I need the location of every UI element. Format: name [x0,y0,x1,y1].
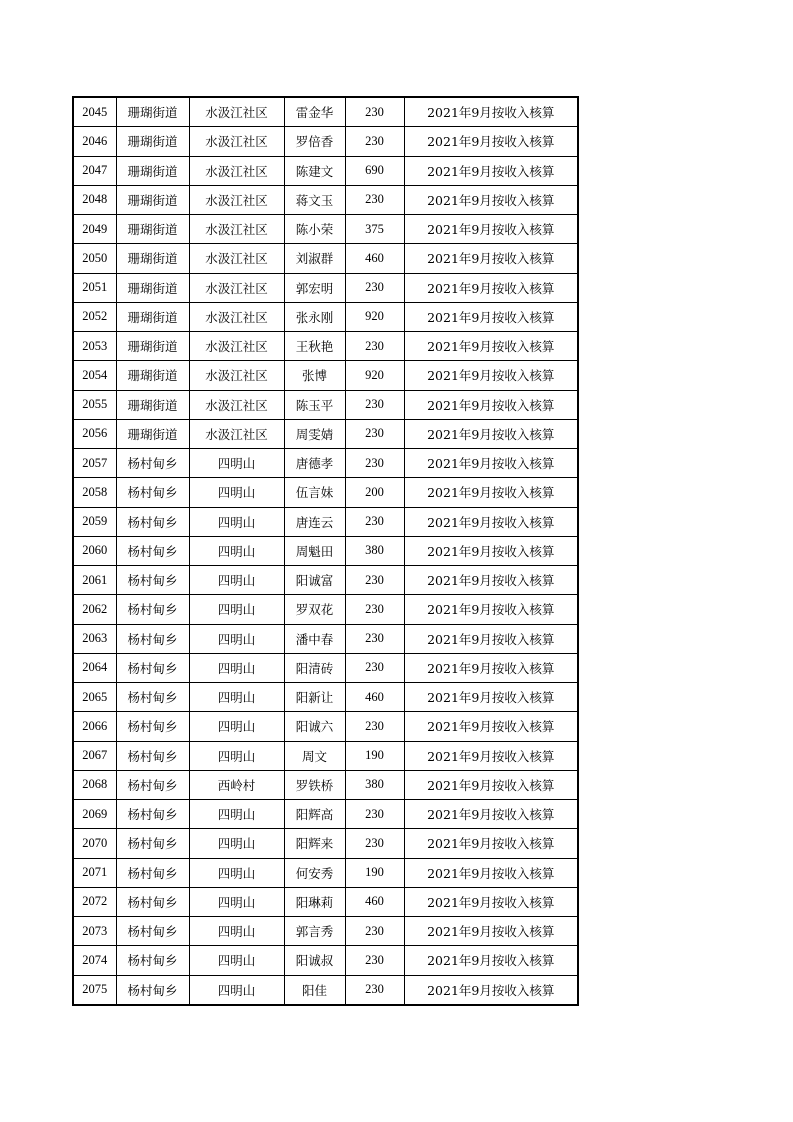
row-number-cell: 2070 [73,829,116,858]
note-cell: 2021年9月按收入核算 [404,244,578,273]
community-cell: 水汲江社区 [189,97,284,127]
table-row [73,566,578,595]
note-cell: 2021年9月按收入核算 [404,917,578,946]
community-cell: 水汲江社区 [189,215,284,244]
table-row [73,390,578,419]
row-number-cell: 2072 [73,887,116,916]
street-cell: 杨村甸乡 [116,887,189,916]
person-name-cell: 阳辉高 [284,800,345,829]
table-row [73,946,578,975]
amount-cell: 230 [345,712,404,741]
community-cell: 四明山 [189,449,284,478]
note-cell: 2021年9月按收入核算 [404,127,578,156]
street-cell: 珊瑚街道 [116,215,189,244]
table-row [73,273,578,302]
row-number-cell: 2057 [73,449,116,478]
person-name-cell: 阳诚富 [284,566,345,595]
note-cell: 2021年9月按收入核算 [404,215,578,244]
person-name-cell: 陈玉平 [284,390,345,419]
amount-cell: 230 [345,390,404,419]
person-name-cell: 阳琳莉 [284,887,345,916]
community-cell: 水汲江社区 [189,244,284,273]
table-row [73,624,578,653]
amount-cell: 460 [345,683,404,712]
community-cell: 水汲江社区 [189,419,284,448]
note-cell: 2021年9月按收入核算 [404,273,578,302]
note-cell: 2021年9月按收入核算 [404,332,578,361]
street-cell: 珊瑚街道 [116,361,189,390]
row-number-cell: 2052 [73,302,116,331]
note-cell: 2021年9月按收入核算 [404,97,578,127]
street-cell: 杨村甸乡 [116,829,189,858]
note-cell: 2021年9月按收入核算 [404,185,578,214]
row-number-cell: 2054 [73,361,116,390]
street-cell: 珊瑚街道 [116,390,189,419]
table-row [73,653,578,682]
community-cell: 水汲江社区 [189,332,284,361]
row-number-cell: 2046 [73,127,116,156]
amount-cell: 230 [345,946,404,975]
row-number-cell: 2074 [73,946,116,975]
community-cell: 西岭村 [189,770,284,799]
street-cell: 珊瑚街道 [116,332,189,361]
community-cell: 四明山 [189,653,284,682]
person-name-cell: 郭言秀 [284,917,345,946]
row-number-cell: 2068 [73,770,116,799]
amount-cell: 200 [345,478,404,507]
street-cell: 珊瑚街道 [116,273,189,302]
row-number-cell: 2049 [73,215,116,244]
row-number-cell: 2066 [73,712,116,741]
street-cell: 杨村甸乡 [116,858,189,887]
amount-cell: 460 [345,887,404,916]
person-name-cell: 陈建文 [284,156,345,185]
community-cell: 四明山 [189,741,284,770]
street-cell: 杨村甸乡 [116,800,189,829]
row-number-cell: 2067 [73,741,116,770]
person-name-cell: 周雯婧 [284,419,345,448]
note-cell: 2021年9月按收入核算 [404,829,578,858]
community-cell: 水汲江社区 [189,156,284,185]
row-number-cell: 2058 [73,478,116,507]
person-name-cell: 郭宏明 [284,273,345,302]
amount-cell: 230 [345,829,404,858]
amount-cell: 230 [345,917,404,946]
street-cell: 杨村甸乡 [116,507,189,536]
amount-cell: 920 [345,361,404,390]
person-name-cell: 张博 [284,361,345,390]
amount-cell: 230 [345,419,404,448]
note-cell: 2021年9月按收入核算 [404,887,578,916]
table-row [73,361,578,390]
person-name-cell: 何安秀 [284,858,345,887]
amount-cell: 230 [345,566,404,595]
amount-cell: 230 [345,97,404,127]
row-number-cell: 2053 [73,332,116,361]
amount-cell: 230 [345,127,404,156]
table-row [73,127,578,156]
note-cell: 2021年9月按收入核算 [404,653,578,682]
table-row [73,332,578,361]
amount-cell: 190 [345,858,404,887]
table-row [73,156,578,185]
note-cell: 2021年9月按收入核算 [404,741,578,770]
person-name-cell: 阳清砖 [284,653,345,682]
person-name-cell: 阳辉来 [284,829,345,858]
amount-cell: 230 [345,624,404,653]
note-cell: 2021年9月按收入核算 [404,624,578,653]
amount-cell: 230 [345,595,404,624]
community-cell: 四明山 [189,946,284,975]
amount-cell: 380 [345,770,404,799]
table-row [73,683,578,712]
roster-table [72,96,579,1006]
note-cell: 2021年9月按收入核算 [404,156,578,185]
row-number-cell: 2065 [73,683,116,712]
amount-cell: 230 [345,449,404,478]
row-number-cell: 2045 [73,97,116,127]
person-name-cell: 刘淑群 [284,244,345,273]
community-cell: 四明山 [189,683,284,712]
street-cell: 杨村甸乡 [116,770,189,799]
row-number-cell: 2048 [73,185,116,214]
community-cell: 四明山 [189,917,284,946]
table-row [73,536,578,565]
street-cell: 珊瑚街道 [116,156,189,185]
street-cell: 杨村甸乡 [116,478,189,507]
row-number-cell: 2060 [73,536,116,565]
row-number-cell: 2050 [73,244,116,273]
table-row [73,302,578,331]
row-number-cell: 2075 [73,975,116,1005]
street-cell: 珊瑚街道 [116,244,189,273]
street-cell: 杨村甸乡 [116,449,189,478]
street-cell: 珊瑚街道 [116,419,189,448]
person-name-cell: 王秋艳 [284,332,345,361]
note-cell: 2021年9月按收入核算 [404,800,578,829]
community-cell: 水汲江社区 [189,390,284,419]
table-row [73,449,578,478]
amount-cell: 380 [345,536,404,565]
street-cell: 杨村甸乡 [116,653,189,682]
street-cell: 杨村甸乡 [116,712,189,741]
table-row [73,800,578,829]
note-cell: 2021年9月按收入核算 [404,449,578,478]
community-cell: 四明山 [189,712,284,741]
community-cell: 四明山 [189,566,284,595]
community-cell: 四明山 [189,595,284,624]
community-cell: 四明山 [189,800,284,829]
street-cell: 杨村甸乡 [116,566,189,595]
note-cell: 2021年9月按收入核算 [404,975,578,1005]
amount-cell: 460 [345,244,404,273]
street-cell: 杨村甸乡 [116,624,189,653]
community-cell: 四明山 [189,478,284,507]
community-cell: 水汲江社区 [189,361,284,390]
amount-cell: 230 [345,800,404,829]
table-row [73,185,578,214]
row-number-cell: 2059 [73,507,116,536]
table-row [73,97,578,127]
row-number-cell: 2061 [73,566,116,595]
row-number-cell: 2073 [73,917,116,946]
row-number-cell: 2056 [73,419,116,448]
person-name-cell: 唐德孝 [284,449,345,478]
community-cell: 水汲江社区 [189,185,284,214]
table-row [73,507,578,536]
community-cell: 水汲江社区 [189,302,284,331]
person-name-cell: 阳诚六 [284,712,345,741]
table-row [73,858,578,887]
table-row [73,215,578,244]
person-name-cell: 唐连云 [284,507,345,536]
street-cell: 珊瑚街道 [116,185,189,214]
community-cell: 四明山 [189,536,284,565]
table-row [73,595,578,624]
table-row [73,887,578,916]
person-name-cell: 陈小荣 [284,215,345,244]
row-number-cell: 2064 [73,653,116,682]
note-cell: 2021年9月按收入核算 [404,536,578,565]
note-cell: 2021年9月按收入核算 [404,507,578,536]
person-name-cell: 周魁田 [284,536,345,565]
note-cell: 2021年9月按收入核算 [404,390,578,419]
amount-cell: 230 [345,507,404,536]
table-row [73,712,578,741]
street-cell: 杨村甸乡 [116,536,189,565]
row-number-cell: 2062 [73,595,116,624]
roster-table-body [73,97,578,1005]
table-row [73,419,578,448]
note-cell: 2021年9月按收入核算 [404,566,578,595]
street-cell: 杨村甸乡 [116,975,189,1005]
row-number-cell: 2047 [73,156,116,185]
note-cell: 2021年9月按收入核算 [404,683,578,712]
table-row [73,917,578,946]
note-cell: 2021年9月按收入核算 [404,770,578,799]
person-name-cell: 罗双花 [284,595,345,624]
person-name-cell: 阳诚叔 [284,946,345,975]
amount-cell: 230 [345,273,404,302]
table-row [73,478,578,507]
street-cell: 珊瑚街道 [116,302,189,331]
note-cell: 2021年9月按收入核算 [404,419,578,448]
note-cell: 2021年9月按收入核算 [404,478,578,507]
community-cell: 四明山 [189,829,284,858]
table-row [73,741,578,770]
person-name-cell: 罗铁桥 [284,770,345,799]
community-cell: 四明山 [189,507,284,536]
person-name-cell: 蒋文玉 [284,185,345,214]
table-row [73,975,578,1005]
note-cell: 2021年9月按收入核算 [404,302,578,331]
person-name-cell: 伍言妹 [284,478,345,507]
amount-cell: 190 [345,741,404,770]
person-name-cell: 周文 [284,741,345,770]
street-cell: 杨村甸乡 [116,917,189,946]
amount-cell: 230 [345,185,404,214]
row-number-cell: 2063 [73,624,116,653]
person-name-cell: 潘中春 [284,624,345,653]
row-number-cell: 2069 [73,800,116,829]
community-cell: 四明山 [189,975,284,1005]
person-name-cell: 张永刚 [284,302,345,331]
street-cell: 杨村甸乡 [116,683,189,712]
row-number-cell: 2071 [73,858,116,887]
person-name-cell: 阳新让 [284,683,345,712]
amount-cell: 230 [345,653,404,682]
community-cell: 四明山 [189,858,284,887]
amount-cell: 230 [345,332,404,361]
amount-cell: 920 [345,302,404,331]
table-row [73,770,578,799]
row-number-cell: 2051 [73,273,116,302]
community-cell: 水汲江社区 [189,273,284,302]
note-cell: 2021年9月按收入核算 [404,712,578,741]
amount-cell: 375 [345,215,404,244]
note-cell: 2021年9月按收入核算 [404,361,578,390]
street-cell: 珊瑚街道 [116,97,189,127]
note-cell: 2021年9月按收入核算 [404,858,578,887]
person-name-cell: 罗倍香 [284,127,345,156]
note-cell: 2021年9月按收入核算 [404,595,578,624]
amount-cell: 230 [345,975,404,1005]
street-cell: 杨村甸乡 [116,946,189,975]
amount-cell: 690 [345,156,404,185]
row-number-cell: 2055 [73,390,116,419]
community-cell: 四明山 [189,624,284,653]
table-row [73,829,578,858]
community-cell: 水汲江社区 [189,127,284,156]
street-cell: 珊瑚街道 [116,127,189,156]
person-name-cell: 雷金华 [284,97,345,127]
note-cell: 2021年9月按收入核算 [404,946,578,975]
street-cell: 杨村甸乡 [116,595,189,624]
person-name-cell: 阳佳 [284,975,345,1005]
community-cell: 四明山 [189,887,284,916]
street-cell: 杨村甸乡 [116,741,189,770]
table-row [73,244,578,273]
